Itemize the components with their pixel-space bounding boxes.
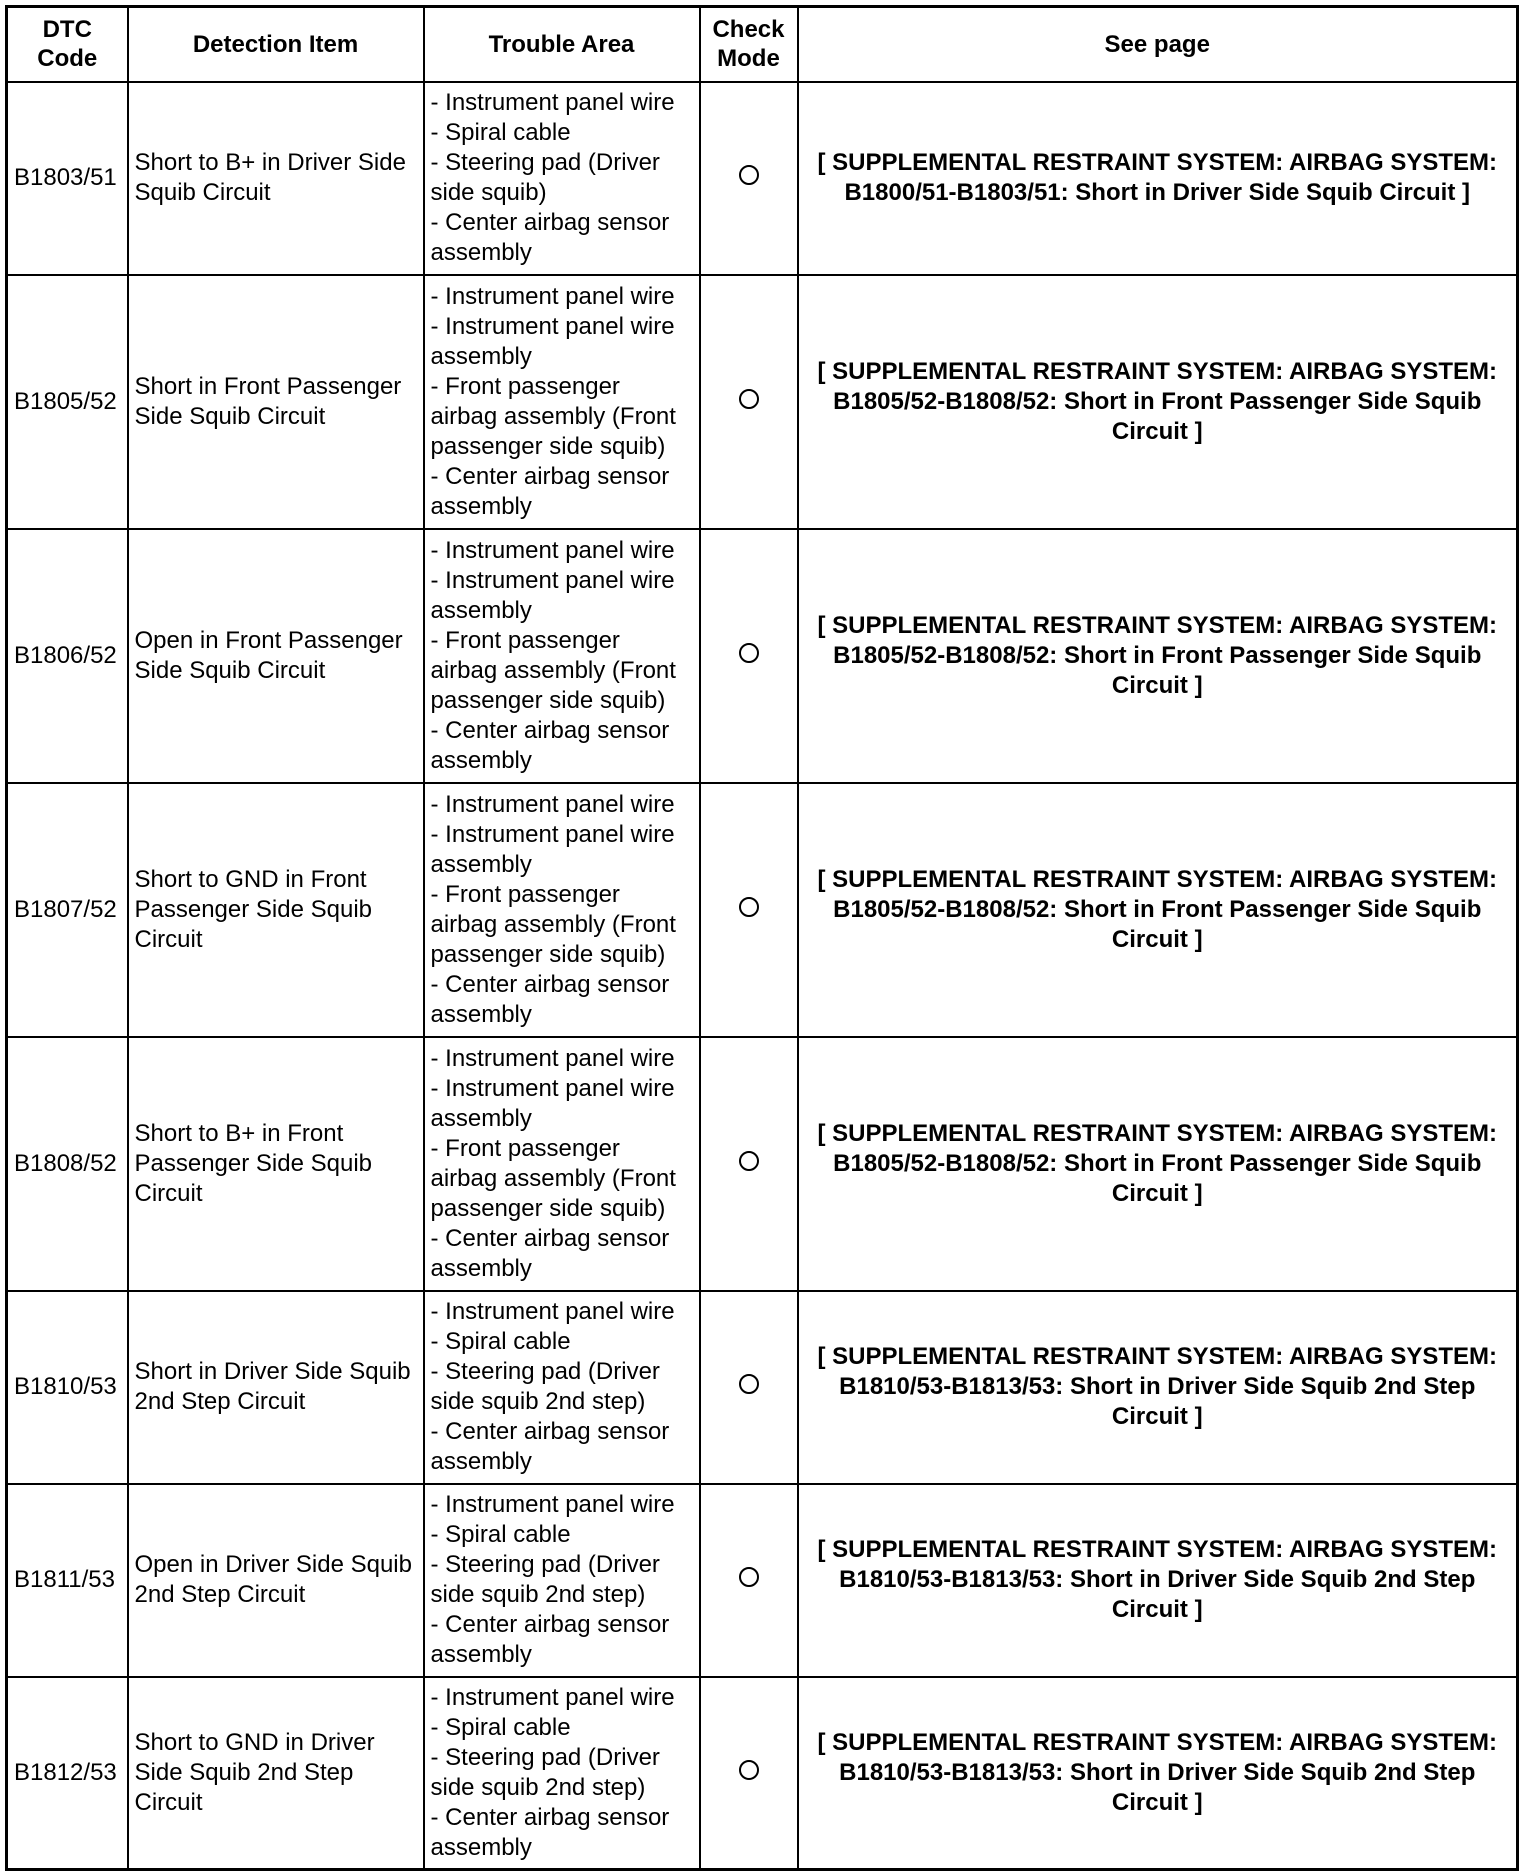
see-page-link[interactable]: [ SUPPLEMENTAL RESTRAINT SYSTEM: AIRBAG SYSTEM: B1805/52-B1808/52: Short in Front Passenger Side Squib Circuit ]: [798, 529, 1518, 783]
trouble-area-item: - Instrument panel wire assembly: [430, 312, 675, 370]
trouble-area-item: - Center airbag sensor assembly: [430, 209, 670, 266]
trouble-area-cell: [424, 275, 700, 529]
table-row: [7, 1484, 1518, 1677]
dtc-code-cell: B1811/53: [7, 1484, 128, 1677]
detection-item-cell: Open in Front Passenger Side Squib Circuit: [128, 529, 424, 783]
trouble-area-item: - Instrument panel wire: [430, 536, 675, 564]
detection-item-cell: Short in Driver Side Squib 2nd Step Circuit: [128, 1291, 424, 1484]
dtc-code-cell: B1810/53: [7, 1291, 128, 1484]
dtc-code-cell: B1803/51: [7, 82, 128, 275]
see-page-link[interactable]: [ SUPPLEMENTAL RESTRAINT SYSTEM: AIRBAG SYSTEM: B1810/53-B1813/53: Short in Driver Side Squib 2nd Step Circuit ]: [798, 1291, 1518, 1484]
trouble-area-item: - Front passenger airbag assembly (Front passenger side squib): [430, 1134, 676, 1222]
detection-item-cell: Short to GND in Driver Side Squib 2nd Step Circuit: [128, 1677, 424, 1870]
header-check-mode-label: Check Mode: [712, 16, 785, 73]
header-trouble-area: [424, 7, 700, 82]
header-detection-item-label: Detection Item: [192, 30, 359, 58]
trouble-area-cell: [424, 783, 700, 1037]
circle-icon: [739, 1760, 759, 1780]
header-check-mode: [700, 7, 798, 82]
see-page-link[interactable]: [ SUPPLEMENTAL RESTRAINT SYSTEM: AIRBAG SYSTEM: B1810/53-B1813/53: Short in Driver Side Squib 2nd Step Circuit ]: [798, 1677, 1518, 1870]
trouble-area-cell: [424, 1037, 700, 1291]
table-row: [7, 1677, 1518, 1870]
trouble-area-item: - Center airbag sensor assembly: [430, 970, 670, 1028]
circle-icon: [739, 1567, 759, 1587]
trouble-area-cell: [424, 1291, 700, 1484]
trouble-area-item: - Steering pad (Driver side squib 2nd step): [430, 1743, 660, 1801]
trouble-area-item: - Spiral cable: [430, 119, 571, 146]
trouble-area-item: - Center airbag sensor assembly: [430, 1611, 670, 1668]
circle-icon: [739, 389, 759, 409]
circle-icon: [739, 1374, 759, 1394]
trouble-area-item: - Instrument panel wire assembly: [430, 566, 675, 624]
see-page-link[interactable]: [ SUPPLEMENTAL RESTRAINT SYSTEM: AIRBAG SYSTEM: B1810/53-B1813/53: Short in Driver Side Squib 2nd Step Circuit ]: [798, 1484, 1518, 1677]
trouble-area-item: - Instrument panel wire: [430, 790, 675, 818]
trouble-area-item: - Center airbag sensor assembly: [430, 1418, 670, 1475]
trouble-area-item: - Center airbag sensor assembly: [430, 1224, 670, 1282]
circle-icon: [739, 165, 759, 185]
trouble-area-item: - Instrument panel wire: [430, 89, 675, 116]
see-page-link[interactable]: [ SUPPLEMENTAL RESTRAINT SYSTEM: AIRBAG SYSTEM: B1805/52-B1808/52: Short in Front Passenger Side Squib Circuit ]: [798, 1037, 1518, 1291]
trouble-area-item: - Center airbag sensor assembly: [430, 462, 670, 520]
trouble-area-item: - Front passenger airbag assembly (Front passenger side squib): [430, 626, 676, 714]
dtc-code-cell: B1812/53: [7, 1677, 128, 1870]
trouble-area-item: - Front passenger airbag assembly (Front passenger side squib): [430, 880, 676, 968]
header-see-page-label: See page: [1104, 30, 1210, 58]
trouble-area-item: - Steering pad (Driver side squib): [430, 149, 660, 206]
header-row: [7, 7, 1518, 82]
trouble-area-item: - Instrument panel wire assembly: [430, 820, 675, 878]
trouble-area-item: - Center airbag sensor assembly: [430, 1803, 670, 1861]
detection-item-cell: Short to GND in Front Passenger Side Squib Circuit: [128, 783, 424, 1037]
trouble-area-cell: [424, 529, 700, 783]
trouble-area-cell: [424, 1484, 700, 1677]
circle-icon: [739, 643, 759, 663]
header-dtc-code-label: DTC Code: [37, 16, 98, 73]
trouble-area-item: - Instrument panel wire: [430, 1491, 675, 1518]
trouble-area-item: - Front passenger airbag assembly (Front passenger side squib): [430, 372, 676, 460]
see-page-link[interactable]: [ SUPPLEMENTAL RESTRAINT SYSTEM: AIRBAG SYSTEM: B1800/51-B1803/51: Short in Driver Side Squib Circuit ]: [798, 82, 1518, 275]
table-row: [7, 783, 1518, 1037]
check-mode-cell: [700, 783, 798, 1037]
trouble-area-item: - Steering pad (Driver side squib 2nd step): [430, 1358, 660, 1415]
dtc-table: [5, 5, 1519, 1871]
circle-icon: [739, 897, 759, 917]
header-detection-item: [128, 7, 424, 82]
detection-item-cell: Short to B+ in Driver Side Squib Circuit: [128, 82, 424, 275]
trouble-area-item: - Instrument panel wire: [430, 1044, 675, 1072]
header-dtc-code: [7, 7, 128, 82]
detection-item-cell: Open in Driver Side Squib 2nd Step Circuit: [128, 1484, 424, 1677]
check-mode-cell: [700, 82, 798, 275]
trouble-area-item: - Spiral cable: [430, 1521, 571, 1548]
see-page-link[interactable]: [ SUPPLEMENTAL RESTRAINT SYSTEM: AIRBAG SYSTEM: B1805/52-B1808/52: Short in Front Passenger Side Squib Circuit ]: [798, 783, 1518, 1037]
trouble-area-item: - Instrument panel wire: [430, 1298, 675, 1325]
check-mode-cell: [700, 1484, 798, 1677]
dtc-code-cell: B1806/52: [7, 529, 128, 783]
trouble-area-item: - Instrument panel wire: [430, 1683, 675, 1711]
check-mode-cell: [700, 1677, 798, 1870]
dtc-code-cell: B1808/52: [7, 1037, 128, 1291]
circle-icon: [739, 1151, 759, 1171]
header-see-page: [798, 7, 1518, 82]
dtc-code-cell: B1805/52: [7, 275, 128, 529]
header-trouble-area-label: Trouble Area: [488, 30, 635, 58]
check-mode-cell: [700, 1291, 798, 1484]
table-body: [7, 82, 1518, 1870]
table-row: [7, 275, 1518, 529]
trouble-area-item: - Spiral cable: [430, 1713, 571, 1741]
trouble-area-item: - Center airbag sensor assembly: [430, 716, 670, 774]
trouble-area-item: - Steering pad (Driver side squib 2nd step): [430, 1551, 660, 1608]
trouble-area-cell: [424, 1677, 700, 1870]
check-mode-cell: [700, 275, 798, 529]
table-row: [7, 1037, 1518, 1291]
table-row: [7, 1291, 1518, 1484]
check-mode-cell: [700, 1037, 798, 1291]
trouble-area-item: - Instrument panel wire: [430, 282, 675, 310]
table-row: [7, 529, 1518, 783]
check-mode-cell: [700, 529, 798, 783]
dtc-code-cell: B1807/52: [7, 783, 128, 1037]
trouble-area-item: - Instrument panel wire assembly: [430, 1074, 675, 1132]
detection-item-cell: Short in Front Passenger Side Squib Circuit: [128, 275, 424, 529]
trouble-area-cell: [424, 82, 700, 275]
see-page-link[interactable]: [ SUPPLEMENTAL RESTRAINT SYSTEM: AIRBAG SYSTEM: B1805/52-B1808/52: Short in Front Passenger Side Squib Circuit ]: [798, 275, 1518, 529]
trouble-area-item: - Spiral cable: [430, 1328, 571, 1355]
detection-item-cell: Short to B+ in Front Passenger Side Squib Circuit: [128, 1037, 424, 1291]
table-row: [7, 82, 1518, 275]
